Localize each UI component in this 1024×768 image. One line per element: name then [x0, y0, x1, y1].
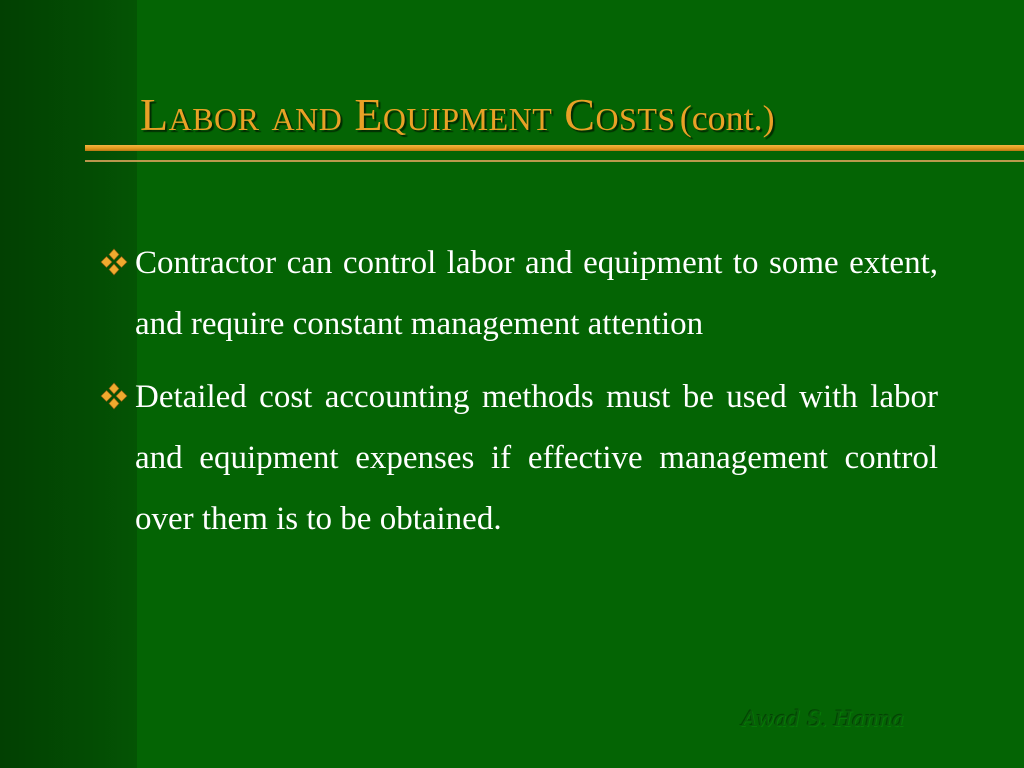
bullet-text: Detailed cost accounting methods must be used with labor and equipment expenses if effective management control over them is to be obtained.	[135, 379, 938, 537]
title-underline-thick	[85, 145, 1024, 151]
title-underline-thin	[85, 160, 1024, 162]
bullet-list	[100, 233, 938, 562]
slide-title-suffix: (cont.)	[679, 98, 775, 138]
four-diamond-bullet-icon	[100, 382, 128, 410]
bullet-item	[100, 367, 938, 550]
bullet-text: Contractor can control labor and equipment to some extent, and require constant management attention	[135, 245, 938, 342]
four-diamond-bullet-icon	[100, 248, 128, 276]
slide-title	[140, 88, 1000, 148]
author-watermark: Awad S. Hanna	[742, 707, 905, 731]
slide-title-main: Labor and Equipment Costs	[140, 89, 676, 140]
bullet-item	[100, 233, 938, 355]
